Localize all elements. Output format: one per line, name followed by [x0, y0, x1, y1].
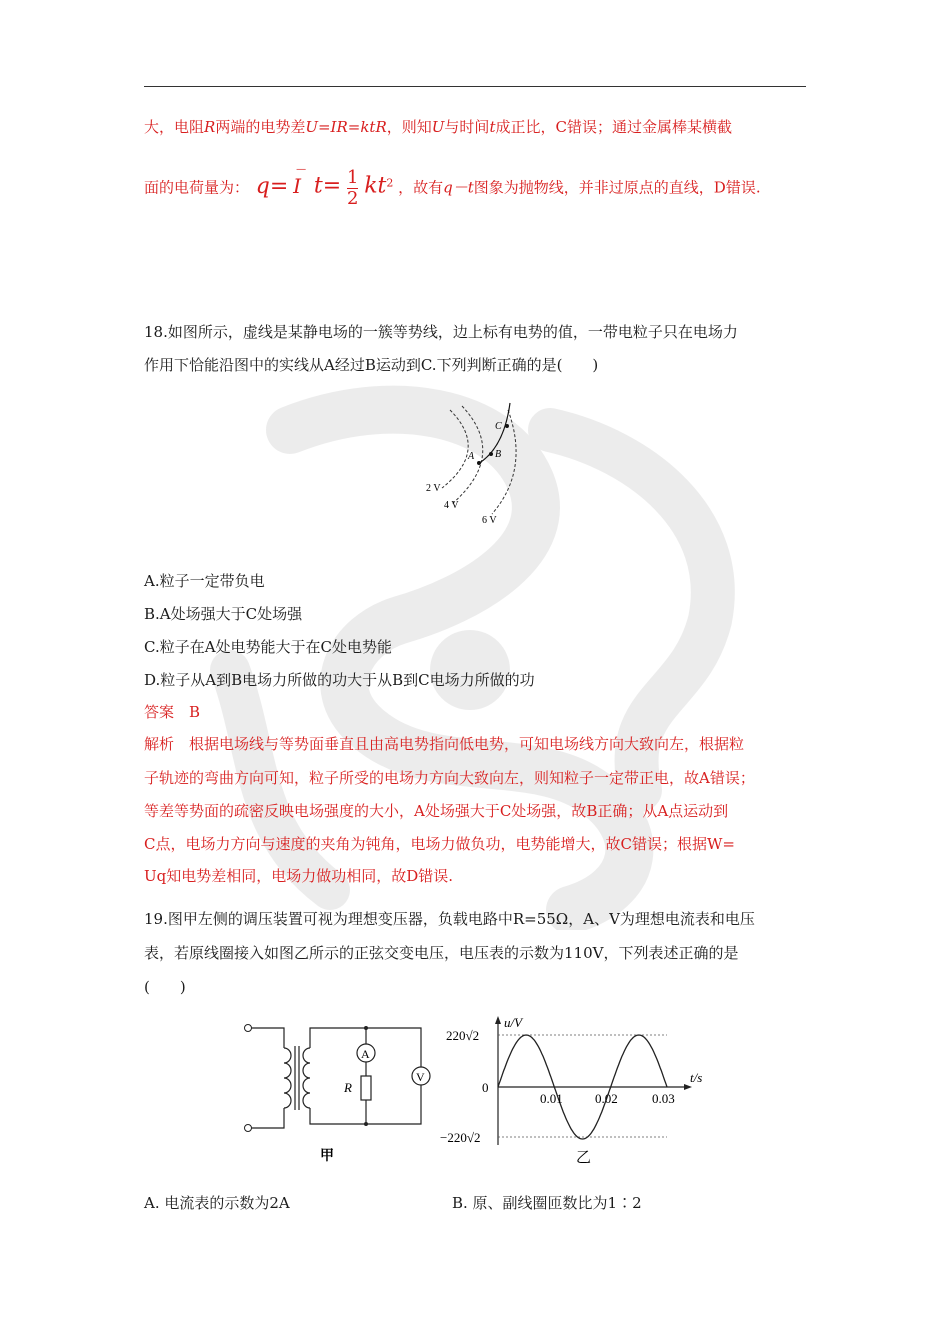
point-c-dot [505, 424, 509, 428]
q19-sine-graph [440, 1010, 720, 1170]
label-b: B [495, 449, 502, 460]
q18-stem-line-1: 18.如图所示，虚线是某静电场的一簇等势线，边上标有电势的值，一带电粒子只在电场力 [144, 323, 738, 341]
y-tick-bottom: −220√2 [440, 1130, 481, 1145]
ammeter-label: A [361, 1047, 370, 1061]
y-tick-zero: 0 [482, 1080, 489, 1095]
q18-analysis-line-1: 解析 根据电场线与等势面垂直且由高电势指向低电势，可知电场线方向大致向左，根据粒 [144, 735, 745, 753]
voltmeter-label: V [416, 1070, 425, 1084]
point-a-dot [477, 461, 481, 465]
q19-circuit-figure [236, 1020, 436, 1170]
label-c: C [495, 421, 502, 432]
resistor-icon [361, 1076, 371, 1100]
y-axis-label: u/V [504, 1015, 523, 1030]
q17-solution-line-2: 面的电荷量为： q= — I t= $\frac{1}{2}$ $kt^2$ ，故有q－t图象为抛物线，并非过原点的直线，D错误. [144, 163, 761, 209]
x-tick-003: 0.03 [652, 1091, 675, 1106]
label-2v: 2 V [426, 483, 441, 494]
label-a: A [468, 451, 475, 462]
q19-option-b: B. 原、副线圈匝数比为1∶2 [452, 1194, 642, 1212]
label-4v: 4 V [444, 500, 459, 511]
caption-yi: 乙 [576, 1150, 592, 1166]
q18-analysis-line-5: Uq知电势差相同，电场力做功相同，故D错误. [144, 867, 454, 885]
q18-option-c: C.粒子在A处电势能大于在C处电势能 [144, 638, 393, 656]
header-rule [144, 86, 806, 87]
x-tick-002: 0.02 [595, 1091, 618, 1106]
q18-analysis-line-2: 子轨迹的弯曲方向可知，粒子所受的电场力方向大致向左，则知粒子一定带正电，故A错误； [144, 769, 755, 787]
q19-stem-line-3: ( ) [144, 978, 186, 996]
q18-analysis-line-4: C点，电场力方向与速度的夹角为钝角，电场力做负功，电势能增大，故C错误；根据W= [144, 835, 735, 853]
x-axis-label: t/s [690, 1070, 703, 1085]
q18-analysis-line-3: 等差等势面的疏密反映电场强度的大小，A处场强大于C处场强，故B正确；从A点运动到 [144, 802, 729, 820]
q18-equipotential-figure [420, 400, 530, 530]
caption-jia: 甲 [320, 1149, 334, 1164]
q18-option-b: B.A处场强大于C处场强 [144, 605, 303, 623]
x-tick-001: 0.01 [540, 1091, 563, 1106]
point-b-dot [489, 452, 493, 456]
resistor-label: R [344, 1080, 352, 1095]
label-6v: 6 V [482, 515, 497, 526]
q19-option-a: A. 电流表的示数为2A [144, 1194, 290, 1212]
q18-answer: 答案 B [144, 703, 201, 721]
q18-option-a: A.粒子一定带负电 [144, 572, 265, 590]
q18-option-d: D.粒子从A到B电场力所做的功大于从B到C电场力所做的功 [144, 671, 535, 689]
q19-stem-line-2: 表，若原线圈接入如图乙所示的正弦交变电压，电压表的示数为110V，下列表述正确的是 [144, 944, 739, 962]
q19-stem-line-1: 19.图甲左侧的调压装置可视为理想变压器，负载电路中R=55Ω，A、V为理想电流表和电压 [144, 910, 755, 928]
y-tick-top: 220√2 [446, 1028, 480, 1043]
q17-solution-line-1: 大，电阻R两端的电势差U=IR=ktR，则知U与时间t成正比，C错误；通过金属棒某横截 [144, 118, 732, 136]
q18-stem-line-2: 作用下恰能沿图中的实线从A经过B运动到C.下列判断正确的是( ) [144, 356, 599, 374]
